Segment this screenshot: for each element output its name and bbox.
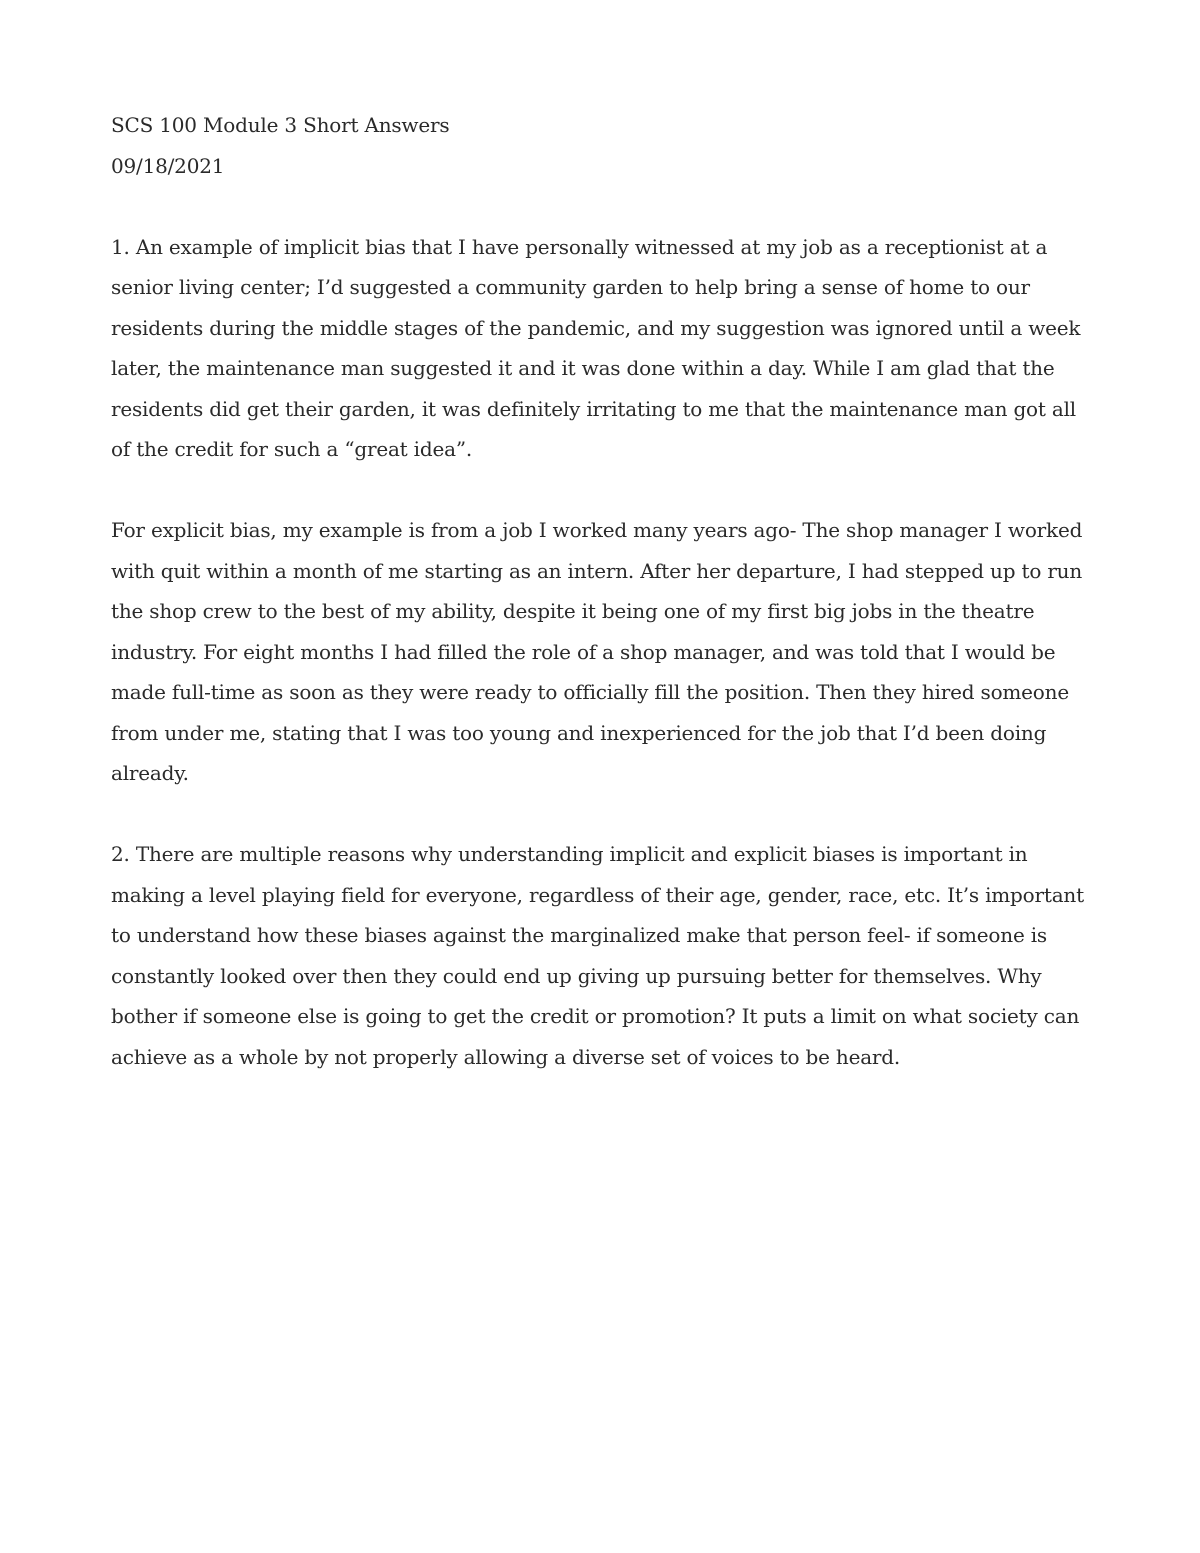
document-title: SCS 100 Module 3 Short Answers <box>111 113 450 137</box>
spacer <box>111 186 1091 227</box>
document-date: 09/18/2021 <box>111 153 225 178</box>
document-page <box>111 105 1091 1118</box>
answer-paragraph-importance: 2. There are multiple reasons why understanding implicit and explicit biases is important in making a level playing field for everyone, regardless of their age, gender, race, etc. It’s important to understand how these biases against the marginalized make that person feel- if someone is constantly looked over then they could end up giving up pursuing better for themselves. Why bother if someone else is going to get the credit or promotion? It puts a limit on what society can achieve as a whole by not properly allowing a diverse set of voices to be heard. <box>111 842 1084 1069</box>
answer-paragraph-explicit: For explicit bias, my example is from a job I worked many years ago- The shop manager I worked with quit within a month of me starting as an intern. After her departure, I had stepped up to run the shop crew to the best of my ability, despite it being one of my first big jobs in the theatre industry. For eight months I had filled the role of a shop manager, and was told that I would be made full-time as soon as they were ready to officially fill the position. Then they hired someone from under me, stating that I was too young and inexperienced for the job that I’d been doing already. <box>111 518 1083 785</box>
answer-paragraph-implicit: 1. An example of implicit bias that I have personally witnessed at my job as a receptionist at a senior living center; I’d suggested a community garden to help bring a sense of home to our residents during the middle stages of the pandemic, and my suggestion was ignored until a week later, the maintenance man suggested it and it was done within a day. While I am glad that the residents did get their garden, it was definitely irritating to me that the maintenance man got all of the credit for such a “great idea”. <box>111 234 1081 461</box>
